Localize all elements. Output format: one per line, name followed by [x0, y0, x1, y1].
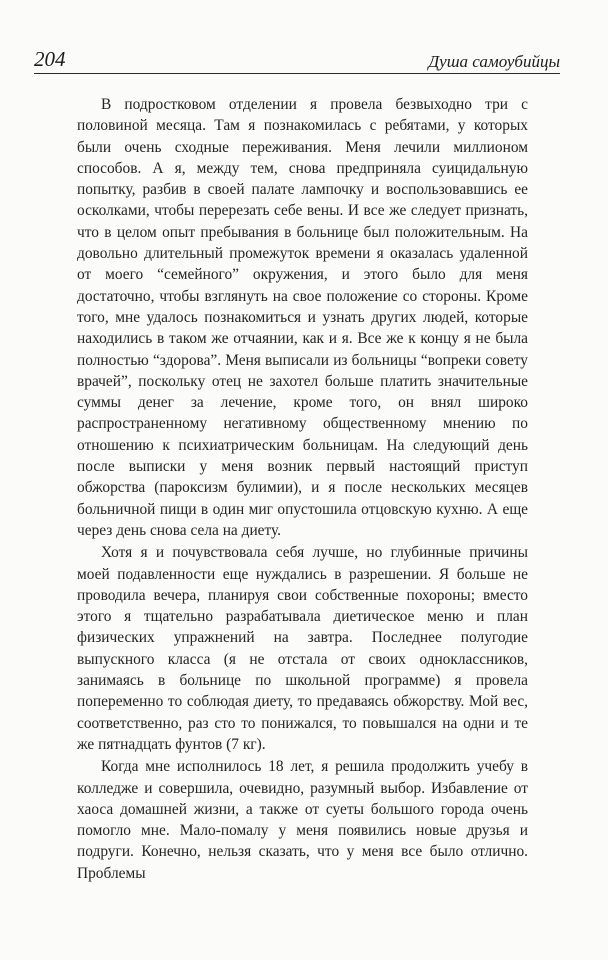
- running-title: Душа самоубийцы: [428, 52, 560, 71]
- paragraph: Когда мне исполнилось 18 лет, я решила продолжить учебу в колледже и совершила, очевидно, разумный выбор. Избавление от хаоса домашней жизни, а также от суеты большого города очень помогло мне. Мало-помалу у меня появились новые друзья и подруги. Конечно, нельзя сказать, что у меня все было отлично. Проблемы: [77, 758, 528, 882]
- header-rule: [34, 73, 560, 74]
- body-text: [77, 94, 528, 884]
- paragraph: В подростковом отделении я провела безвыходно три с половиной месяца. Там я познакомилась с ребятами, у которых были очень сходные переживания. Меня лечили миллионом способов. А я, между тем, снова предприняла суицидальную попытку, разбив в своей палате лампочку и воспользовавшись ее осколками, чтобы перерезать себе вены. И все же следует признать, что в целом опыт пребывания в больнице был положительным. На довольно длительный промежуток времени я оказалась удаленной от моего “семейного” окружения, и этого было для меня достаточно, чтобы взглянуть на свое положение со стороны. Кроме того, мне удалось познакомиться и узнать других людей, которые находились в таком же отчаянии, как и я. Все же к концу я не была полностью “здорова”. Меня выписали из больницы “вопреки совету врачей”, поскольку отец не захотел больше платить значительные суммы денег за лечение, кроме того, он внял широко распространенному негативному общественному мнению по отношению к психиатрическим больницам. На следующий день после выписки у меня возник первый настоящий приступ обжорства (пароксизм булимии), и я после нескольких месяцев больничной пищи в один миг опустошила отцовскую кухню. А еще через день снова села на диету.: [77, 96, 528, 539]
- page-header: [34, 44, 560, 70]
- page-number: 204: [34, 47, 66, 71]
- paragraph: Хотя я и почувствовала себя лучше, но глубинные причины моей подавленности еще нуждались в разрешении. Я больше не проводила вечера, планируя свои собственные похороны; вместо этого я тщательно разрабатывала диетическое меню и план физических упражнений на завтра. Последнее полугодие выпускного класса (я не отстала от своих одноклассников, занимаясь в больнице по школьной программе) я провела попеременно то соблюдая диету, то предаваясь обжорству. Мой вес, соответственно, раз сто то понижался, то повышался на одни и те же пятнадцать фунтов (7 кг).: [77, 544, 528, 753]
